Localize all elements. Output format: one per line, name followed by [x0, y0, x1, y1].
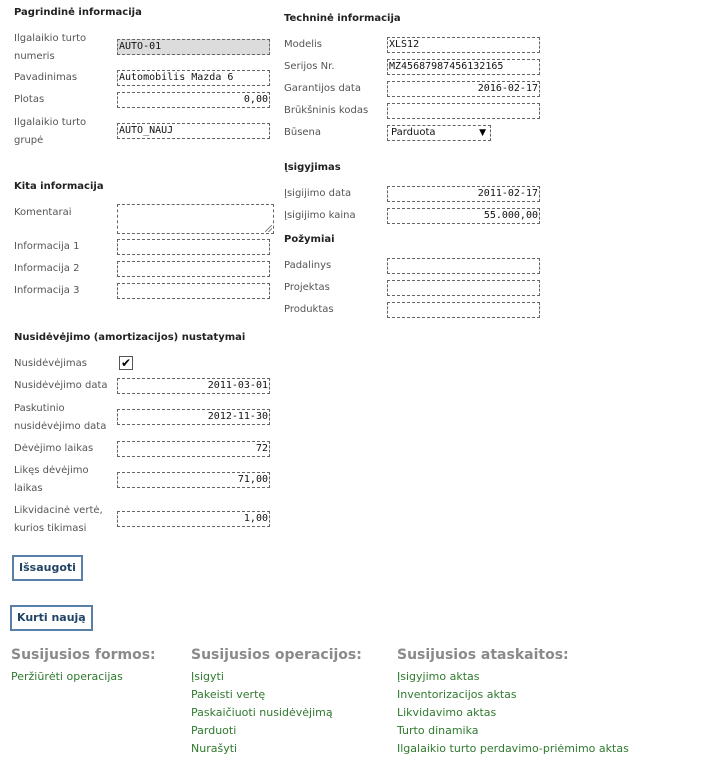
busena-select[interactable]	[387, 125, 491, 141]
related-operations-heading: Susijusios operacijos:	[191, 647, 362, 663]
likes-field[interactable]: 71,00	[117, 472, 270, 488]
grupe-label: Ilgalaikio turto grupė	[14, 117, 87, 146]
busena-value: Parduota	[391, 127, 436, 138]
likvidacine-field[interactable]: 1,00	[117, 511, 270, 527]
info1-label: Informacija 1	[14, 241, 80, 252]
operation-link-pakeisti-verte[interactable]: Pakeisti vertę	[191, 688, 266, 701]
komentarai-textarea[interactable]	[117, 204, 274, 234]
numeris-field[interactable]: AUTO-01	[117, 39, 270, 55]
garantijos-field[interactable]: 2016-02-17	[387, 81, 540, 97]
devejimo-laikas-label: Dėvėjimo laikas	[14, 443, 94, 454]
related-forms-heading: Susijusios formos:	[11, 647, 156, 663]
related-form-link[interactable]: Peržiūrėti operacijas	[11, 670, 123, 683]
produktas-label: Produktas	[284, 304, 334, 315]
nusidevejimo-data-label: Nusidėvėjimo data	[14, 380, 108, 391]
paskutinio-field[interactable]: 2012-11-30	[117, 409, 270, 425]
section-title-nusidevejimas: Nusidėvėjimo (amortizacijos) nustatymai	[14, 332, 246, 343]
info3-label: Informacija 3	[14, 285, 80, 296]
info3-field[interactable]	[117, 283, 270, 299]
serijos-label: Serijos Nr.	[284, 61, 335, 72]
related-operations-list	[191, 668, 333, 758]
section-title-pagrindine: Pagrindinė informacija	[14, 7, 142, 18]
report-link-likvidavimo-aktas[interactable]: Likvidavimo aktas	[397, 706, 497, 719]
garantijos-label: Garantijos data	[284, 83, 361, 94]
report-link-turto-dinamika[interactable]: Turto dinamika	[397, 724, 479, 737]
nusidevejimas-checkbox[interactable]	[119, 356, 133, 370]
info2-field[interactable]	[117, 261, 270, 277]
busena-label: Būsena	[284, 127, 322, 138]
nusidevejimo-data-field[interactable]: 2011-03-01	[117, 378, 270, 394]
komentarai-label: Komentarai	[14, 207, 72, 218]
devejimo-laikas-field[interactable]: 72	[117, 441, 270, 457]
related-forms-list	[11, 668, 123, 686]
dropdown-arrow-icon[interactable]: ▼	[479, 128, 486, 138]
pavadinimas-field[interactable]: Automobilis Mazda 6	[117, 70, 270, 86]
isigijimo-kaina-label: Įsigijimo kaina	[284, 210, 356, 221]
grupe-field[interactable]: AUTO_NAUJ	[117, 123, 270, 139]
padalinys-field[interactable]	[387, 258, 540, 274]
related-reports-list	[397, 668, 629, 758]
create-new-button[interactable]: Kurti naują	[10, 605, 93, 631]
bruksninis-field[interactable]	[387, 103, 540, 119]
section-title-pozymiai: Požymiai	[284, 234, 335, 245]
produktas-field[interactable]	[387, 302, 540, 318]
report-link-isigijimo-aktas[interactable]: Įsigyjimo aktas	[397, 670, 480, 683]
likes-label: Likęs dėvėjimo laikas	[14, 465, 89, 494]
report-link-inventorizacijos-aktas[interactable]: Inventorizacijos aktas	[397, 688, 517, 701]
paskutinio-label: Paskutinio nusidėvėjimo data	[14, 403, 107, 432]
isigijimo-kaina-field[interactable]: 55.000,00	[387, 208, 540, 224]
projektas-field[interactable]	[387, 280, 540, 296]
checkmark-icon: ✔	[120, 356, 132, 370]
modelis-label: Modelis	[284, 39, 323, 50]
modelis-field[interactable]: XLS12	[387, 37, 540, 53]
section-title-technine: Techninė informacija	[284, 13, 401, 24]
padalinys-label: Padalinys	[284, 260, 332, 271]
pavadinimas-label: Pavadinimas	[14, 72, 78, 83]
info2-label: Informacija 2	[14, 263, 80, 274]
plotas-label: Plotas	[14, 94, 45, 105]
operation-link-nurasyti[interactable]: Nurašyti	[191, 742, 238, 755]
isigijimo-data-label: Įsigijimo data	[284, 188, 352, 199]
operation-link-paskaiciuoti[interactable]: Paskaičiuoti nusidėvėjimą	[191, 706, 333, 719]
section-title-isigijimas: Įsigyjimas	[284, 162, 341, 173]
report-link-perdavimo-priemimo-aktas[interactable]: Ilgalaikio turto perdavimo-priėmimo aktas	[397, 742, 629, 755]
projektas-label: Projektas	[284, 282, 330, 293]
related-reports-heading: Susijusios ataskaitos:	[397, 647, 569, 663]
bruksninis-label: Brūkšninis kodas	[284, 105, 369, 116]
resize-grip-icon[interactable]	[265, 225, 272, 232]
save-button[interactable]: Išsaugoti	[12, 555, 83, 581]
nusidevejimas-label: Nusidėvėjimas	[14, 358, 88, 369]
serijos-field[interactable]: MZ45687987456132165	[387, 59, 540, 75]
plotas-field[interactable]: 0,00	[117, 92, 270, 108]
operation-link-isigyti[interactable]: Įsigyti	[191, 670, 224, 683]
likvidacine-label: Likvidacinė vertė, kurios tikimasi	[14, 505, 103, 534]
section-title-kita: Kita informacija	[14, 181, 104, 192]
isigijimo-data-field[interactable]: 2011-02-17	[387, 186, 540, 202]
info1-field[interactable]	[117, 239, 270, 255]
operation-link-parduoti[interactable]: Parduoti	[191, 724, 237, 737]
numeris-label: Ilgalaikio turto numeris	[14, 33, 87, 62]
